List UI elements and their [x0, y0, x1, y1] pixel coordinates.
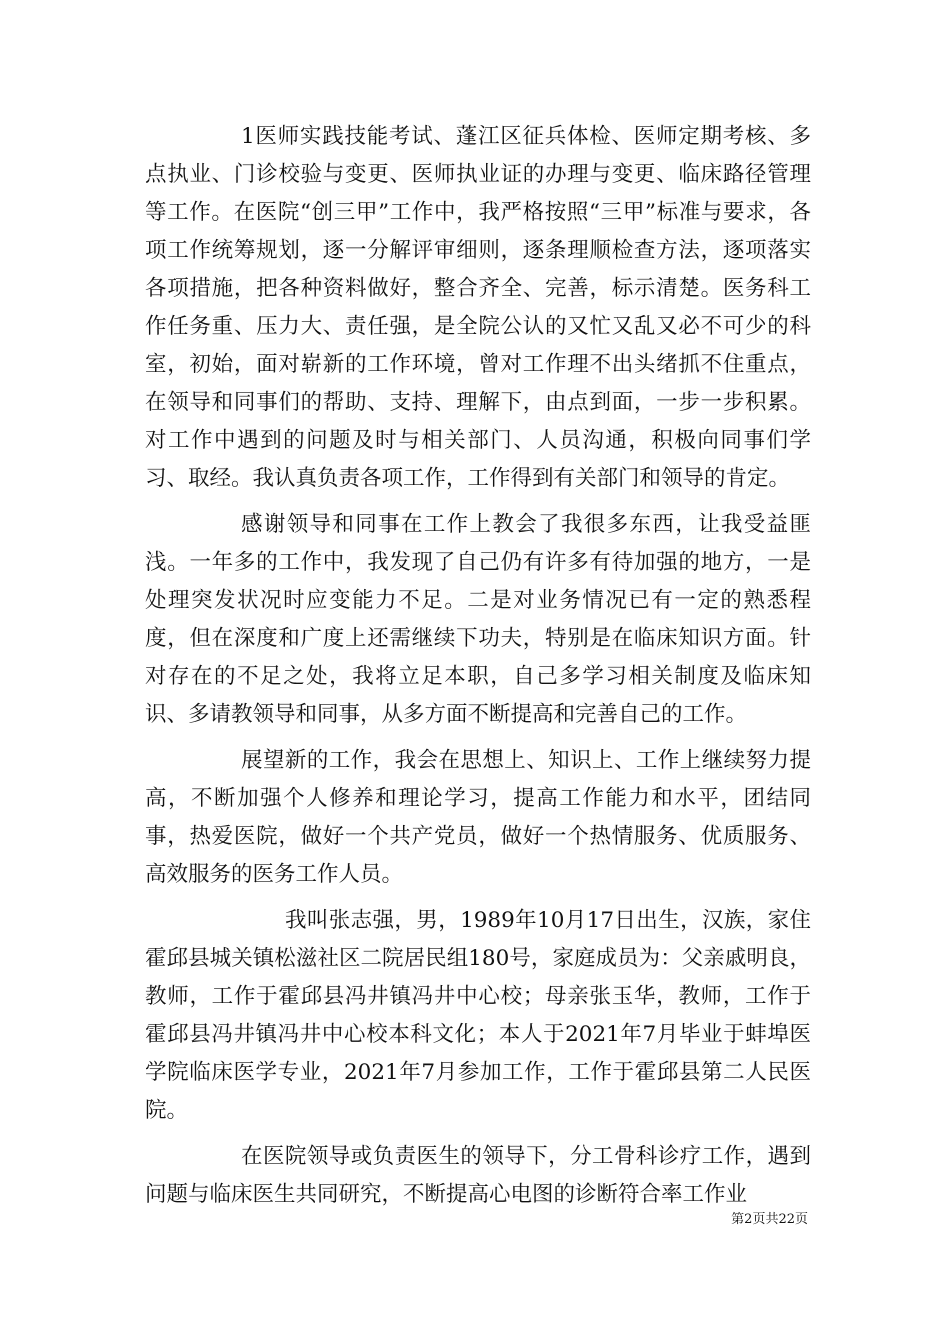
paragraph-2: 感谢领导和同事在工作上教会了我很多东西，让我受益匪浅。一年多的工作中，我发现了自己仍有许多有待加强的地方，一是处理突发状况时应变能力不足。二是对业务情况已有一定的熟悉程度，但在深度和广度上还需继续下功夫，特别是在临床知识方面。针对存在的不足之处，我将立足本职，自己多学习相关制度及临床知识、多请教领导和同事，从多方面不断提高和完善自己的工作。: [145, 512, 811, 727]
page-number-footer: 第2页共22页: [731, 1212, 808, 1227]
paragraph-4: 我叫张志强，男，1989年10月17日出生，汉族，家住霍邱县城关镇松滋社区二院居民组180号，家庭成员为：父亲戚明良，教师，工作于霍邱县冯井镇冯井中心校；母亲张玉华，教师，工作于霍邱县冯井镇冯井中心校本科文化；本人于2021年7月毕业于蚌埠医学院临床医学专业，2021年7月参加工作，工作于霍邱县第二人民医院。: [145, 908, 811, 1123]
paragraph-5: 在医院领导或负责医生的领导下，分工骨科诊疗工作，遇到问题与临床医生共同研究，不断提高心电图的诊断符合率工作业: [145, 1144, 811, 1207]
document-body: [145, 118, 811, 1214]
paragraph-3: 展望新的工作，我会在思想上、知识上、工作上继续努力提高，不断加强个人修养和理论学习，提高工作能力和水平，团结同事，热爱医院，做好一个共产党员，做好一个热情服务、优质服务、高效服务的医务工作人员。: [145, 748, 811, 887]
paragraph-1: 1医师实践技能考试、蓬江区征兵体检、医师定期考核、多点执业、门诊校验与变更、医师执业证的办理与变更、临床路径管理等工作。在医院“创三甲”工作中，我严格按照“三甲”标准与要求，各项工作统筹规划，逐一分解评审细则，逐条理顺检查方法，逐项落实各项措施，把各种资料做好，整合齐全、完善，标示清楚。医务科工作任务重、压力大、责任强，是全院公认的又忙又乱又必不可少的科室，初始，面对崭新的工作环境，曾对工作理不出头绪抓不住重点，在领导和同事们的帮助、支持、理解下，由点到面，一步一步积累。对工作中遇到的问题及时与相关部门、人员沟通，积极向同事们学习、取经。我认真负责各项工作，工作得到有关部门和领导的肯定。: [145, 124, 811, 491]
